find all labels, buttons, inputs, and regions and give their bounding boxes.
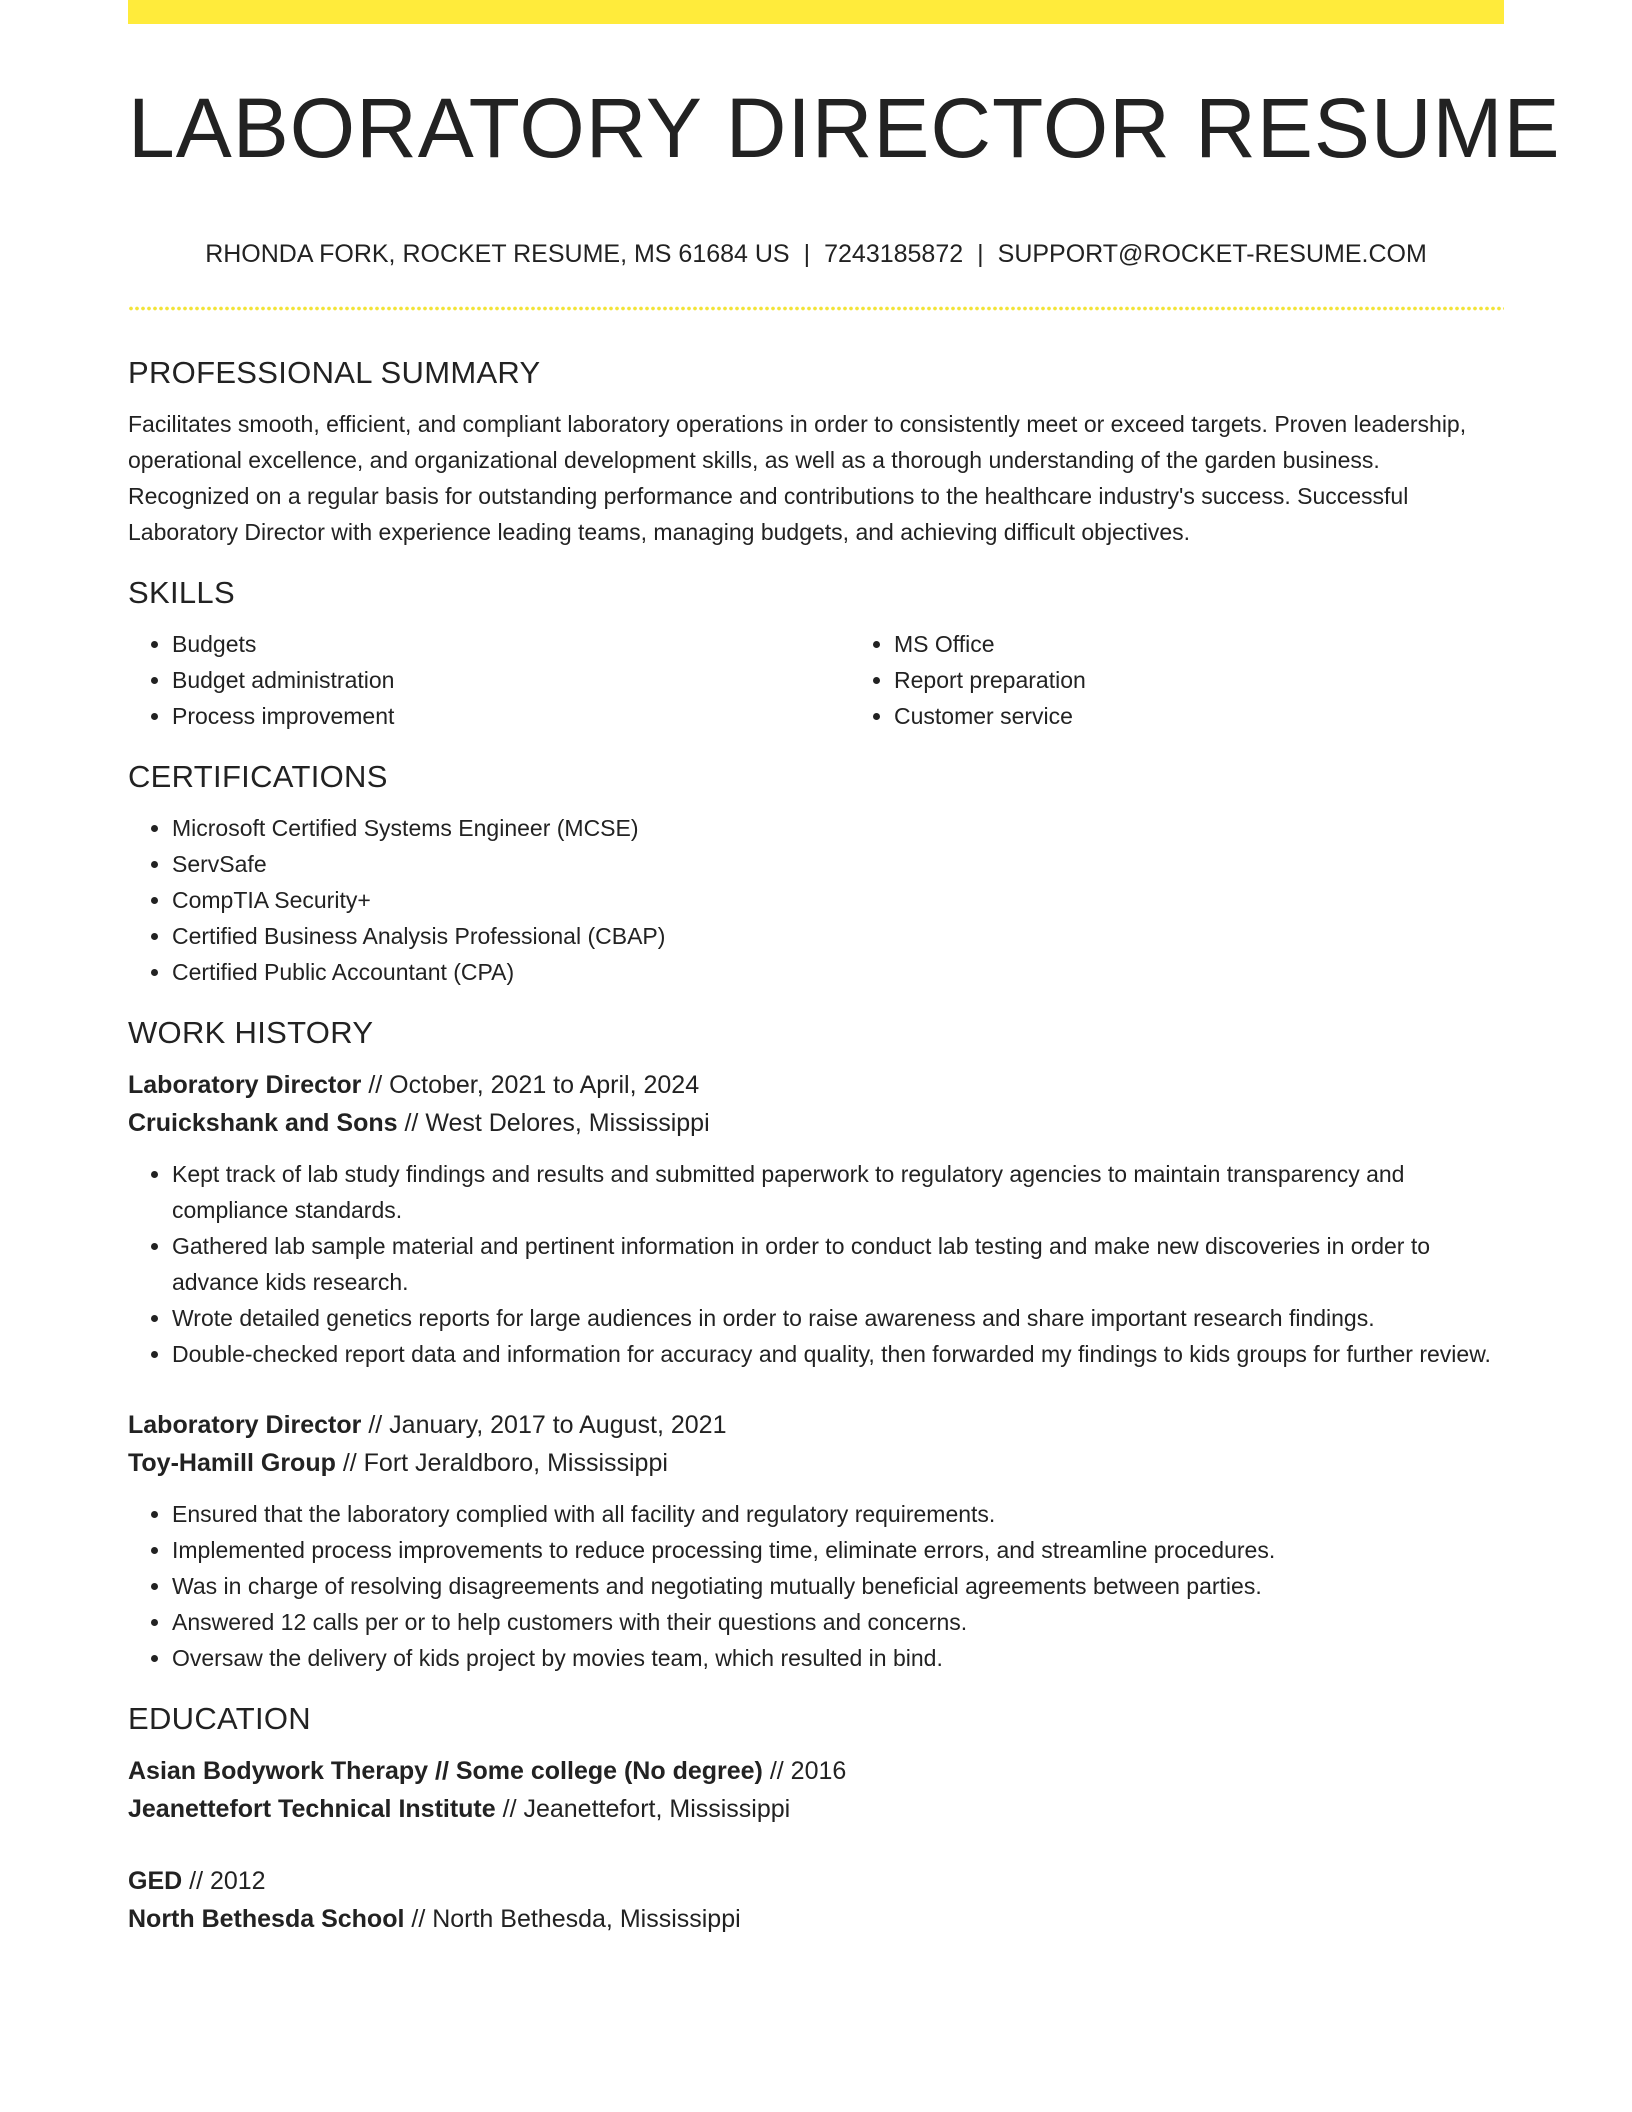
spacer — [128, 1828, 1504, 1862]
education-location: // Jeanettefort, Mississippi — [495, 1795, 791, 1823]
job-title-line — [128, 1406, 1504, 1444]
job-bullet: • Implemented process improvements to reduce processing time, eliminate errors, and streamline procedures. — [172, 1532, 1504, 1568]
contact-separator: | — [977, 240, 984, 268]
summary-heading: PROFESSIONAL SUMMARY — [128, 355, 541, 390]
certification-item: • Microsoft Certified Systems Engineer (MCSE) — [172, 810, 1504, 846]
job-company: Cruickshank and Sons — [128, 1109, 398, 1137]
education-school-line — [128, 1790, 1504, 1828]
job-title-line — [128, 1066, 1504, 1104]
job-bullet: • Ensured that the laboratory complied with all facility and regulatory requirements. — [172, 1496, 1504, 1532]
skills-columns — [128, 616, 1504, 734]
job-bullet: • Wrote detailed genetics reports for large audiences in order to raise awareness and share important research findings. — [172, 1300, 1504, 1336]
education-entry — [128, 1862, 1504, 1938]
contact-address: RHONDA FORK, ROCKET RESUME, MS 61684 US — [205, 240, 790, 268]
job-company-line — [128, 1444, 1504, 1482]
job-entry — [128, 1066, 1504, 1372]
contact-email: SUPPORT@ROCKET-RESUME.COM — [997, 240, 1427, 268]
education-heading: EDUCATION — [128, 1701, 311, 1736]
job-title: Laboratory Director — [128, 1411, 362, 1439]
certification-item: • ServSafe — [172, 846, 1504, 882]
resume-content — [128, 350, 1504, 1938]
job-location: // West Delores, Mississippi — [397, 1109, 710, 1137]
education-year: // 2012 — [182, 1867, 266, 1895]
education-degree: Asian Bodywork Therapy // Some college (No degree) — [128, 1757, 763, 1785]
page-title: LABORATORY DIRECTOR RESUME — [128, 81, 1561, 175]
education-school: North Bethesda School — [128, 1905, 405, 1933]
contact-line — [128, 236, 1504, 272]
job-dates: // January, 2017 to August, 2021 — [361, 1411, 727, 1439]
job-bullet: • Oversaw the delivery of kids project by movies team, which resulted in bind. — [172, 1640, 1504, 1676]
certifications-section — [128, 754, 1504, 990]
skill-item: • Budget administration — [172, 662, 850, 698]
job-location: // Fort Jeraldboro, Mississippi — [335, 1449, 668, 1477]
job-bullet: • Double-checked report data and information for accuracy and quality, then forwarded my findings to kids groups for further review. — [172, 1336, 1504, 1372]
skills-section — [128, 570, 1504, 734]
certification-item: • Certified Public Accountant (CPA) — [172, 954, 1504, 990]
dotted-divider — [128, 306, 1504, 311]
skill-item: • Customer service — [894, 698, 1572, 734]
job-title: Laboratory Director — [128, 1071, 362, 1099]
job-company: Toy-Hamill Group — [128, 1449, 336, 1477]
skill-item: • MS Office — [894, 626, 1572, 662]
summary-text: Facilitates smooth, efficient, and compliant laboratory operations in order to consistently meet or exceed targets. Proven leadership, operational excellence, and organizational development skills, as well as a thorough understanding of the garden business. Recognized on a regular basis for outstanding performance and contributions to the healthcare industry's success. Successful Laboratory Director with experience leading teams, managing budgets, and achieving difficult objectives. — [128, 411, 1467, 545]
education-degree: GED — [128, 1867, 183, 1895]
job-company-line — [128, 1104, 1504, 1142]
contact-separator: | — [803, 240, 811, 268]
job-bullet: • Kept track of lab study findings and results and submitted paperwork to regulatory agencies to maintain transparency and compliance standards. — [172, 1156, 1504, 1228]
education-degree-line — [128, 1862, 1504, 1900]
job-bullet: • Answered 12 calls per or to help customers with their questions and concerns. — [172, 1604, 1504, 1640]
skill-item: • Process improvement — [172, 698, 850, 734]
contact-phone: 7243185872 — [824, 240, 964, 268]
work-history-heading: WORK HISTORY — [128, 1015, 374, 1050]
work-history-section — [128, 1010, 1504, 1676]
education-degree-line — [128, 1752, 1504, 1790]
job-bullets — [128, 1156, 1504, 1372]
education-entry — [128, 1752, 1504, 1828]
education-school: Jeanettefort Technical Institute — [128, 1795, 496, 1823]
education-year: // 2016 — [762, 1757, 847, 1785]
certification-item: • Certified Business Analysis Professional (CBAP) — [172, 918, 1504, 954]
certifications-heading: CERTIFICATIONS — [128, 759, 388, 794]
spacer — [128, 1372, 1504, 1406]
summary-section — [128, 350, 1504, 550]
skill-item: • Report preparation — [894, 662, 1572, 698]
education-location: // North Bethesda, Mississippi — [404, 1905, 741, 1933]
education-school-line — [128, 1900, 1504, 1938]
job-bullet: • Was in charge of resolving disagreements and negotiating mutually beneficial agreements between parties. — [172, 1568, 1504, 1604]
certifications-list — [128, 810, 1504, 990]
education-section — [128, 1696, 1504, 1938]
job-bullets — [128, 1496, 1504, 1676]
job-entry — [128, 1406, 1504, 1676]
skill-item: • Budgets — [172, 626, 850, 662]
certification-item: • CompTIA Security+ — [172, 882, 1504, 918]
accent-bar — [128, 0, 1504, 24]
job-bullet: • Gathered lab sample material and pertinent information in order to conduct lab testing and make new discoveries in order to advance kids research. — [172, 1228, 1504, 1300]
skills-heading: SKILLS — [128, 575, 235, 610]
job-dates: // October, 2021 to April, 2024 — [361, 1071, 700, 1099]
skills-list-right — [850, 626, 1572, 734]
skills-list-left — [128, 626, 850, 734]
